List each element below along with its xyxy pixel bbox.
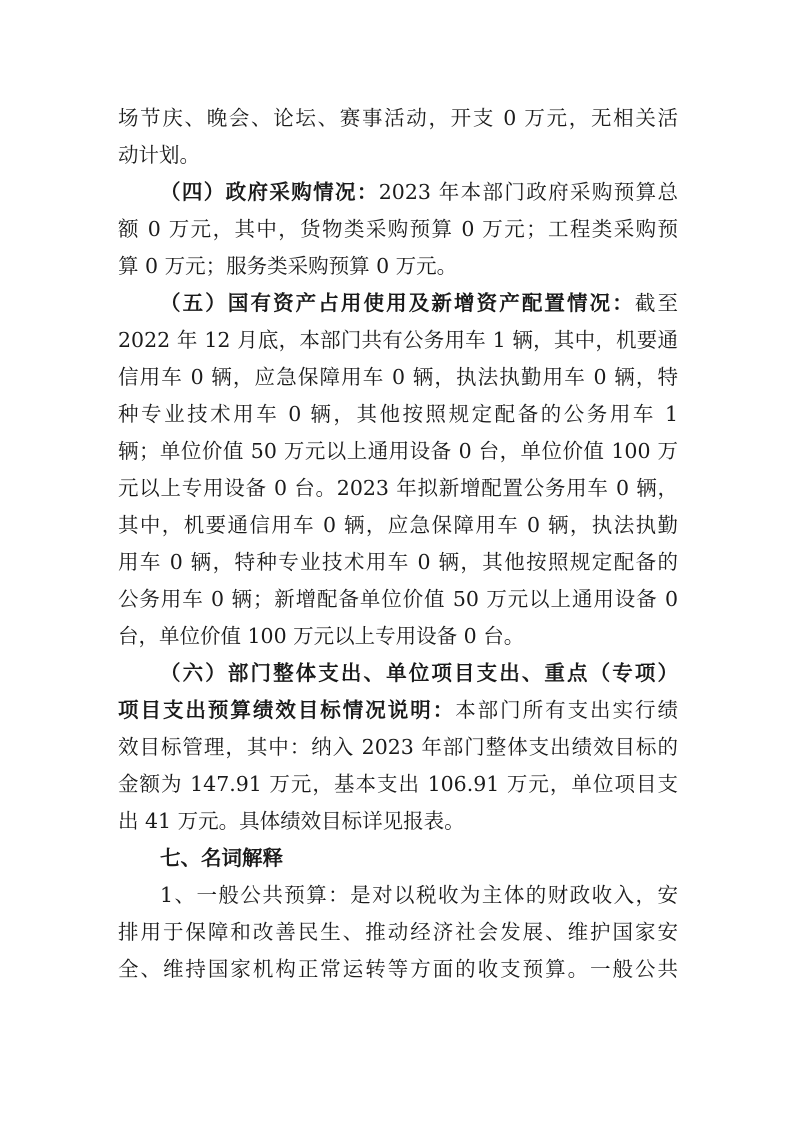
text-line: 金额为 147.91 万元，基本支出 106.91 万元，单位项目支	[118, 772, 678, 796]
text-line: 信用车 0 辆，应急保障用车 0 辆，执法执勤用车 0 辆，特	[118, 365, 678, 389]
procurement-heading: （四）政府采购情况：	[160, 180, 379, 204]
assets-heading: （五）国有资产占用使用及新增资产配置情况：	[160, 291, 635, 315]
text-line: 2022 年 12 月底，本部门共有公务用车 1 辆，其中，机要通	[118, 328, 678, 352]
performance-heading-line2: 项目支出预算绩效目标情况说明：	[118, 698, 456, 722]
text-line: 效目标管理，其中：纳入 2023 年部门整体支出绩效目标的	[118, 735, 678, 759]
text-line: 辆；单位价值 50 万元以上通用设备 0 台，单位价值 100 万	[118, 439, 678, 463]
text-line: 算 0 万元；服务类采购预算 0 万元。	[118, 254, 458, 278]
text-line: 元以上专用设备 0 台。2023 年拟新增配置公务用车 0 辆，	[118, 476, 678, 500]
paragraph-performance-second-line	[118, 692, 678, 729]
text-line: 场节庆、晚会、论坛、赛事活动，开支 0 万元，无相关活	[118, 106, 678, 130]
text-line: 用车 0 辆，特种专业技术用车 0 辆，其他按照规定配备的	[118, 550, 678, 574]
text-line: 1、一般公共预算：是对以税收为主体的财政收入，安	[160, 883, 678, 907]
text-line: 动计划。	[118, 143, 200, 167]
paragraph-procurement-first-line	[118, 174, 678, 211]
text-line: 公务用车 0 辆；新增配备单位价值 50 万元以上通用设备 0	[118, 587, 678, 611]
document-body	[118, 100, 678, 988]
text-line: 台，单位价值 100 万元以上专用设备 0 台。	[118, 624, 525, 648]
text-line: 额 0 万元，其中，货物类采购预算 0 万元；工程类采购预	[118, 217, 678, 241]
text-run: 本部门所有支出实行绩	[455, 698, 678, 722]
text-line: 种专业技术用车 0 辆，其他按照规定配备的公务用车 1	[118, 402, 678, 426]
text-line: 排用于保障和改善民生、推动经济社会发展、维护国家安	[118, 920, 678, 944]
text-line: 全、维持国家机构正常运转等方面的收支预算。一般公共	[118, 957, 678, 981]
section-heading: 七、名词解释	[160, 846, 283, 870]
text-run: 2023 年本部门政府采购预算总	[378, 180, 679, 204]
text-line: 出 41 万元。具体绩效目标详见报表。	[118, 809, 465, 833]
performance-heading-line1: （六）部门整体支出、单位项目支出、重点（专项）	[160, 661, 678, 685]
paragraph-assets-first-line	[118, 285, 678, 322]
text-line: 其中，机要通信用车 0 辆，应急保障用车 0 辆，执法执勤	[118, 513, 678, 537]
text-run: 截至	[634, 291, 679, 315]
